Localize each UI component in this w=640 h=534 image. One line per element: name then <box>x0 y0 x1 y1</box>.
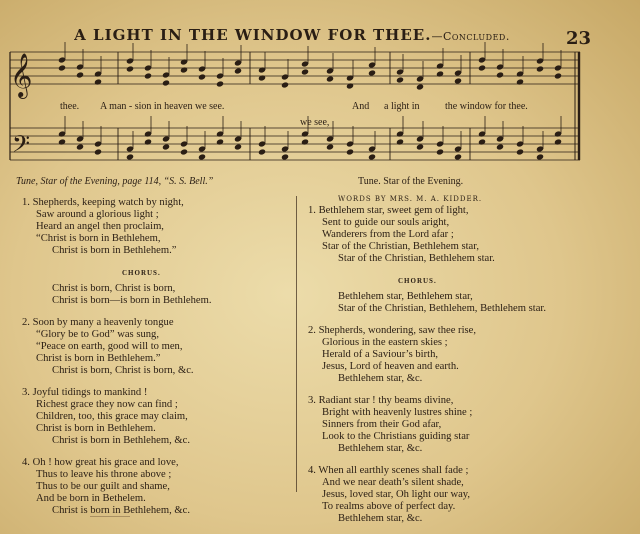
verse-line: 3. Joyful tidings to mankind ! <box>22 387 148 398</box>
verse-block <box>22 387 212 447</box>
note-head <box>536 153 544 160</box>
chorus-heading: CHORUS. <box>122 269 161 277</box>
note-head <box>478 138 486 145</box>
note-head <box>162 79 170 86</box>
verse-line: Children, too, this grace may claim, <box>36 411 188 422</box>
note-head <box>198 153 206 160</box>
right-tune-line: Tune. Star of the Evening. <box>358 176 464 187</box>
verse-line: Christ is born in Bethlehem, &c. <box>52 505 190 516</box>
note-head <box>216 80 224 87</box>
note-head <box>144 138 152 145</box>
verse-line: 4. Oh ! how great his grace and love, <box>22 457 179 468</box>
note-head <box>301 138 309 145</box>
verse-line: Bright with heavenly lustres shine ; <box>322 407 473 418</box>
note-head <box>58 138 66 145</box>
verse-line: Bethlehem star, &c. <box>338 373 423 384</box>
verse-line: 2. Soon by many a heavenly tongue <box>22 317 174 328</box>
note-head <box>478 64 486 71</box>
hymn-title-text: A LIGHT IN THE WINDOW FOR THEE. <box>74 26 432 44</box>
note-head <box>416 143 424 150</box>
bass-clef-icon: 𝄢 <box>12 130 31 163</box>
verse-line: Christ is born—is born in Bethlehem. <box>52 295 212 306</box>
verse-line: Star of the Christian, Bethlehem, Bethlehem star. <box>338 303 547 314</box>
note-head <box>198 73 206 80</box>
note-head <box>326 75 334 82</box>
note-head <box>368 153 376 160</box>
words-by: WORDS BY MRS. M. A. KIDDER. <box>338 195 483 203</box>
note-head <box>258 148 266 155</box>
note-head <box>396 138 404 145</box>
note-head <box>76 71 84 78</box>
verse-line: Richest grace they now can find ; <box>36 399 178 410</box>
note-head <box>346 82 354 89</box>
note-head <box>281 153 289 160</box>
verse-line: 2. Shepherds, wondering, saw thee rise, <box>308 325 476 336</box>
note-head <box>126 153 134 160</box>
bottom-rule <box>90 516 130 517</box>
verse-line: Look to the Christians guiding star <box>322 431 470 442</box>
note-head <box>94 78 102 85</box>
note-head <box>368 69 376 76</box>
verse-line: Bethlehem star, &c. <box>338 513 423 524</box>
note-head <box>180 148 188 155</box>
verse-line: Glorious in the eastern skies ; <box>322 337 448 348</box>
right-hymn-column <box>308 205 546 534</box>
note-head <box>326 143 334 150</box>
verse-line: Star of the Christian, Bethlehem star. <box>338 253 495 264</box>
lyric-mansion: A man - sion in heaven we see. <box>100 101 225 112</box>
verse-line: Sinners from their God afar, <box>322 419 442 430</box>
verse-line: Saw around a glorious light ; <box>36 209 159 220</box>
note-head <box>516 78 524 85</box>
note-head <box>436 70 444 77</box>
verse-block <box>22 457 212 517</box>
column-divider <box>296 196 297 492</box>
verse-line: Bethlehem star, Bethlehem star, <box>338 291 473 302</box>
page-number: 23 <box>566 28 592 49</box>
verse-line: And be born in Bethelem. <box>36 493 146 504</box>
chorus-heading: CHORUS. <box>398 277 437 285</box>
verse-line: Christ is born in Bethlehem. <box>36 423 156 434</box>
lyric-thee: thee. <box>60 101 80 112</box>
verse-line: And we near death’s silent shade, <box>322 477 464 488</box>
verse-line: Herald of a Saviour’s birth, <box>322 349 439 360</box>
verse-line: To realms above of perfect day. <box>322 501 456 512</box>
verse-line: Heard an angel then proclaim, <box>36 221 164 232</box>
note-head <box>126 65 134 72</box>
verse-line: Wanderers from the Lord afar ; <box>322 229 454 240</box>
lyric-we-see: we see, <box>300 117 330 128</box>
verse-line: 1. Bethlehem star, sweet gem of light, <box>308 205 469 216</box>
verse-line: Jesus, loved star, Oh light our way, <box>322 489 471 500</box>
note-head <box>162 143 170 150</box>
note-head <box>346 148 354 155</box>
note-head <box>76 143 84 150</box>
verse-line: Thus to leave his throne above ; <box>36 469 172 480</box>
verse-line: Sent to guide our souls aright, <box>322 217 450 228</box>
note-head <box>454 77 462 84</box>
note-head <box>554 138 562 145</box>
verse-block <box>22 197 212 257</box>
note-head <box>216 138 224 145</box>
music-score <box>0 0 640 195</box>
note-head <box>281 81 289 88</box>
verse-line: 3. Radiant star ! thy beams divine, <box>308 395 454 406</box>
left-hymn-column <box>22 197 212 527</box>
lyric-window: the window for thee. <box>445 101 528 112</box>
note-head <box>234 67 242 74</box>
verse-line: Christ is born in Bethlehem.” <box>36 353 161 364</box>
note-head <box>454 153 462 160</box>
treble-staff <box>10 52 580 84</box>
lyric-and: And <box>352 101 370 112</box>
verse-line: 4. When all earthly scenes shall fade ; <box>308 465 469 476</box>
concluded-label: —Concluded. <box>431 30 510 43</box>
left-tune-line: Tune, Star of the Evening, page 114, “S. S. Bell.” <box>16 176 214 187</box>
verse-line: Christ is born in Bethlehem.” <box>52 245 177 256</box>
note-head <box>436 148 444 155</box>
treble-clef-icon: 𝄞 <box>10 53 33 97</box>
verse-block <box>308 325 546 385</box>
verse-line: “Peace on earth, good will to men, <box>36 341 183 352</box>
verse-block <box>308 465 546 525</box>
lyric-a-light: a light in <box>384 101 420 112</box>
note-head <box>234 143 242 150</box>
verse-line: Christ is born, Christ is born, <box>52 283 176 294</box>
verse-block <box>308 395 546 455</box>
verse-line: Thus to be our guilt and shame, <box>36 481 170 492</box>
note-head <box>144 72 152 79</box>
chorus-block <box>308 275 546 315</box>
verse-line: “Christ is born in Bethlehem, <box>36 233 161 244</box>
chorus-block <box>22 267 212 307</box>
note-head <box>496 143 504 150</box>
verse-line: Star of the Christian, Bethlehem star, <box>322 241 479 252</box>
note-head <box>516 148 524 155</box>
note-head <box>258 74 266 81</box>
note-head <box>396 76 404 83</box>
note-head <box>416 83 424 90</box>
verse-line: Jesus, Lord of heaven and earth. <box>322 361 459 372</box>
verse-line: 1. Shepherds, keeping watch by night, <box>22 197 184 208</box>
note-head <box>554 72 562 79</box>
verse-line: “Glory be to God” was sung, <box>36 329 159 340</box>
verse-line: Bethlehem star, &c. <box>338 443 423 454</box>
note-head <box>94 148 102 155</box>
note-head <box>58 64 66 71</box>
verse-line: Christ is born in Bethlehem, &c. <box>52 435 190 446</box>
note-head <box>496 71 504 78</box>
verse-block <box>22 317 212 377</box>
verse-block <box>308 205 546 265</box>
note-head <box>180 66 188 73</box>
note-head <box>301 68 309 75</box>
note-head <box>536 65 544 72</box>
verse-line: Christ is born, Christ is born, &c. <box>52 365 194 376</box>
